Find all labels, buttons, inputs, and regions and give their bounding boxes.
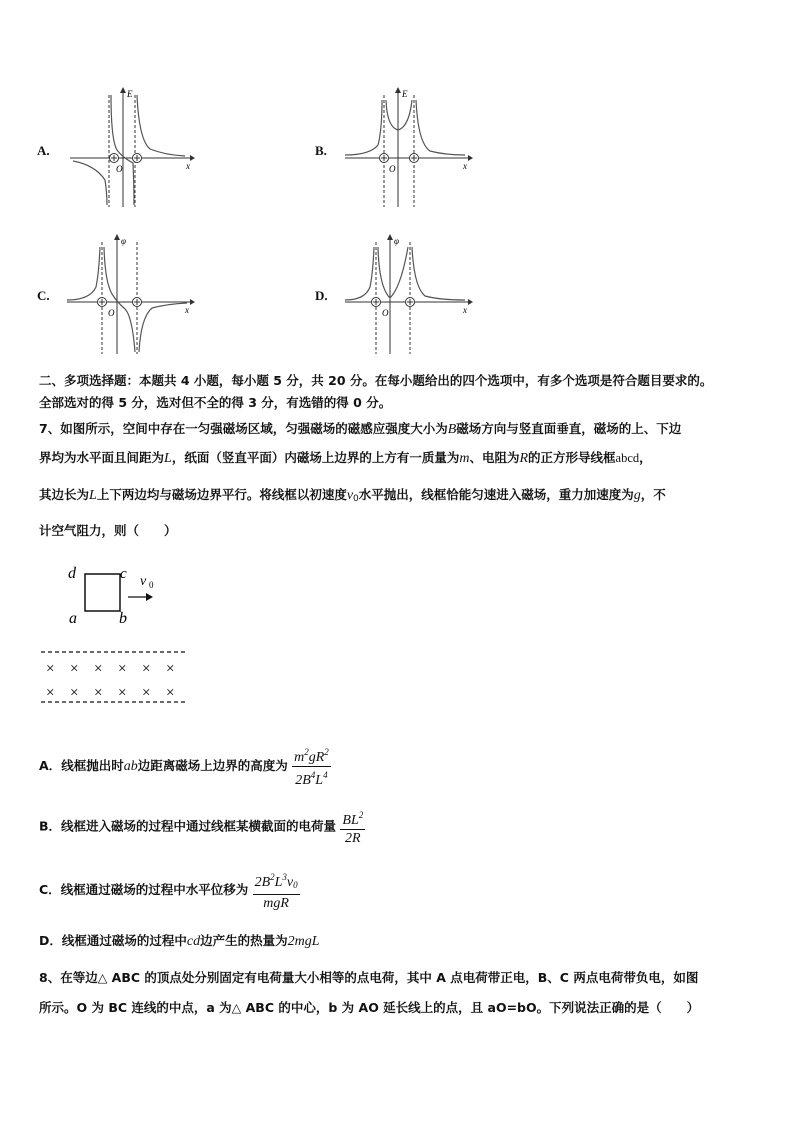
- q7-option-b-fraction: $\frac{BL^2}{2R}$: [340, 807, 365, 847]
- q7-option-b: B．线框进入磁场的过程中通过线框某横截面的电荷量 $\frac{BL^2}{2R}$: [39, 807, 365, 847]
- q8-line2: 所示。O 为 BC 连线的中点，a 为△ ABC 的中心，b 为 AO 延长线上的点，且 aO=bO。下列说法正确的是（ ）: [39, 1000, 700, 1015]
- q7-fig-v-sub: 0: [149, 580, 154, 590]
- q7-fig-c: c: [120, 566, 127, 582]
- q7-fig-d: d: [68, 565, 76, 582]
- cross-mark: ×: [118, 685, 127, 701]
- q7-line4: 计空气阻力，则（ ）: [39, 523, 177, 538]
- graph-d-xlabel: x: [463, 305, 467, 315]
- q8-line1: 8、在等边△ ABC 的顶点处分别固定有电荷量大小相等的点电荷，其中 A 点电荷带正电，B、C 两点电荷带负电，如图: [39, 970, 699, 985]
- graph-b-origin: O: [389, 164, 396, 174]
- option-d-label: D.: [315, 288, 328, 303]
- q7-fig-a: a: [69, 610, 77, 627]
- graph-b-ylabel: E: [402, 89, 408, 99]
- cross-mark: ×: [94, 685, 103, 701]
- section2-line1: 二、多项选择题：本题共 4 小题，每小题 5 分，共 20 分。在每小题给出的四个选项中，有多个选项是符合题目要求的。: [39, 373, 713, 388]
- graph-b: [340, 85, 475, 210]
- q7-line3: 其边长为L上下两边均与磁场边界平行。将线框以初速度$v_0$水平抛出，线框恰能匀速进入磁场，重力加速度为g，不: [39, 487, 666, 504]
- cross-mark: ×: [70, 661, 79, 677]
- q7-fig-b: b: [119, 610, 127, 627]
- graph-c-origin: O: [108, 308, 115, 318]
- q7-figure: [38, 560, 198, 710]
- q7-fig-v: v: [140, 574, 147, 589]
- cross-mark: ×: [142, 661, 151, 677]
- q7-option-a: A．线框抛出时ab边距离磁场上边界的高度为 $\frac{m^2gR^2}{2B^4L^4}$: [39, 744, 331, 789]
- graph-c-ylabel: φ: [121, 236, 126, 246]
- cross-mark: ×: [46, 661, 55, 677]
- graph-b-xlabel: x: [463, 161, 467, 171]
- graph-c: [62, 232, 197, 357]
- cross-mark: ×: [46, 685, 55, 701]
- cross-mark: ×: [70, 685, 79, 701]
- graph-d-origin: O: [382, 308, 389, 318]
- graph-a-ylabel: E: [127, 89, 133, 99]
- q7-option-c: C．线框通过磁场的过程中水平位移为 $\frac{2B^2L^3v_0}{\text{mgR}}$: [39, 869, 300, 912]
- section2-line2: 全部选对的得 5 分，选对但不全的得 3 分，有选错的得 0 分。: [39, 395, 392, 410]
- option-c-label: C.: [37, 288, 50, 303]
- graph-d-ylabel: φ: [394, 236, 399, 246]
- cross-mark: ×: [94, 661, 103, 677]
- cross-mark: ×: [166, 661, 175, 677]
- q7-option-c-fraction: $\frac{2B^2L^3v_0}{\text{mgR}}$: [253, 869, 300, 912]
- option-a-label: A.: [37, 143, 50, 158]
- cross-mark: ×: [166, 685, 175, 701]
- graph-a: [65, 85, 195, 210]
- cross-mark: ×: [142, 685, 151, 701]
- q7-line1: 7、如图所示，空间中存在一匀强磁场区域，匀强磁场的磁感应强度大小为B磁场方向与竖直面垂直，磁场的上、下边: [39, 421, 682, 437]
- option-b-label: B.: [315, 143, 327, 158]
- graph-a-origin: O: [116, 164, 123, 174]
- graph-c-xlabel: x: [185, 305, 189, 315]
- graph-a-xlabel: x: [186, 161, 190, 171]
- cross-mark: ×: [118, 661, 127, 677]
- graph-d: [340, 232, 475, 357]
- q7-line2: 界均为水平面且间距为L，纸面（竖直平面）内磁场上边界的上方有一质量为m、电阻为R的正方形导线框abcd，: [39, 450, 652, 466]
- q7-option-d: D．线框通过磁场的过程中cd边产生的热量为2mgL: [39, 933, 320, 949]
- q7-option-a-fraction: $\frac{m^2gR^2}{2B^4L^4}$: [292, 744, 331, 789]
